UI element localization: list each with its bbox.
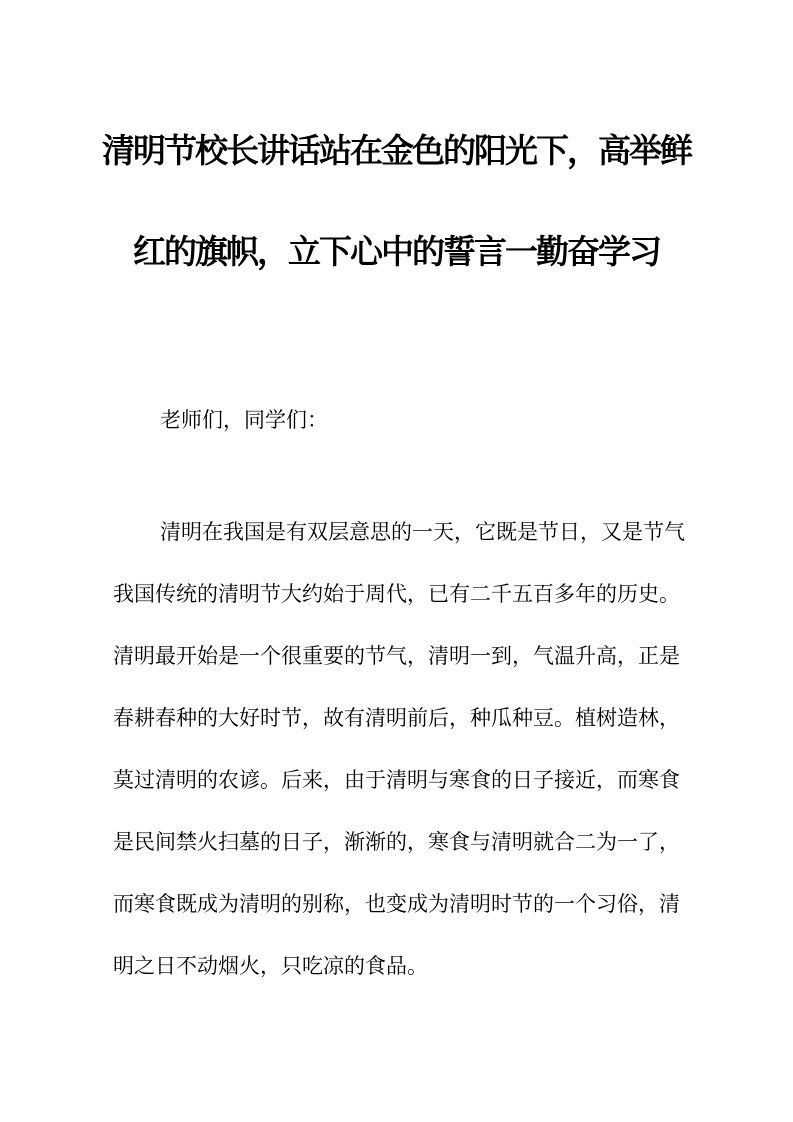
body-line-6: 是民间禁火扫墓的日子，渐渐的，寒食与清明就合二为一了，: [113, 831, 680, 854]
body-line-4: 春耕春种的大好时节，故有清明前后，种瓜种豆。植树造林，: [113, 707, 680, 730]
body-line-8: 明之日不动烟火，只吃凉的食品。: [113, 955, 428, 978]
body-paragraph: [0, 502, 793, 998]
document-title: [0, 100, 793, 302]
title-line-2: 红的旗帜，立下心中的誓言一勤奋学习: [133, 233, 660, 270]
title-line-1: 清明节校长讲话站在金色的阳光下，高举鲜: [102, 132, 691, 169]
body-line-3: 清明最开始是一个很重要的节气，清明一到，气温升高，正是: [113, 645, 680, 668]
body-line-2: 我国传统的清明节大约始于周代，已有二千五百多年的历史。: [113, 583, 680, 606]
body-line-1: 清明在我国是有双层意思的一天，它既是节日，又是节气: [160, 521, 685, 544]
salutation-line: 老师们，同学们：: [160, 409, 328, 432]
body-line-7: 而寒食既成为清明的别称，也变成为清明时节的一个习俗，清: [113, 893, 680, 916]
body-line-5: 莫过清明的农谚。后来，由于清明与寒食的日子接近，而寒食: [113, 769, 680, 792]
